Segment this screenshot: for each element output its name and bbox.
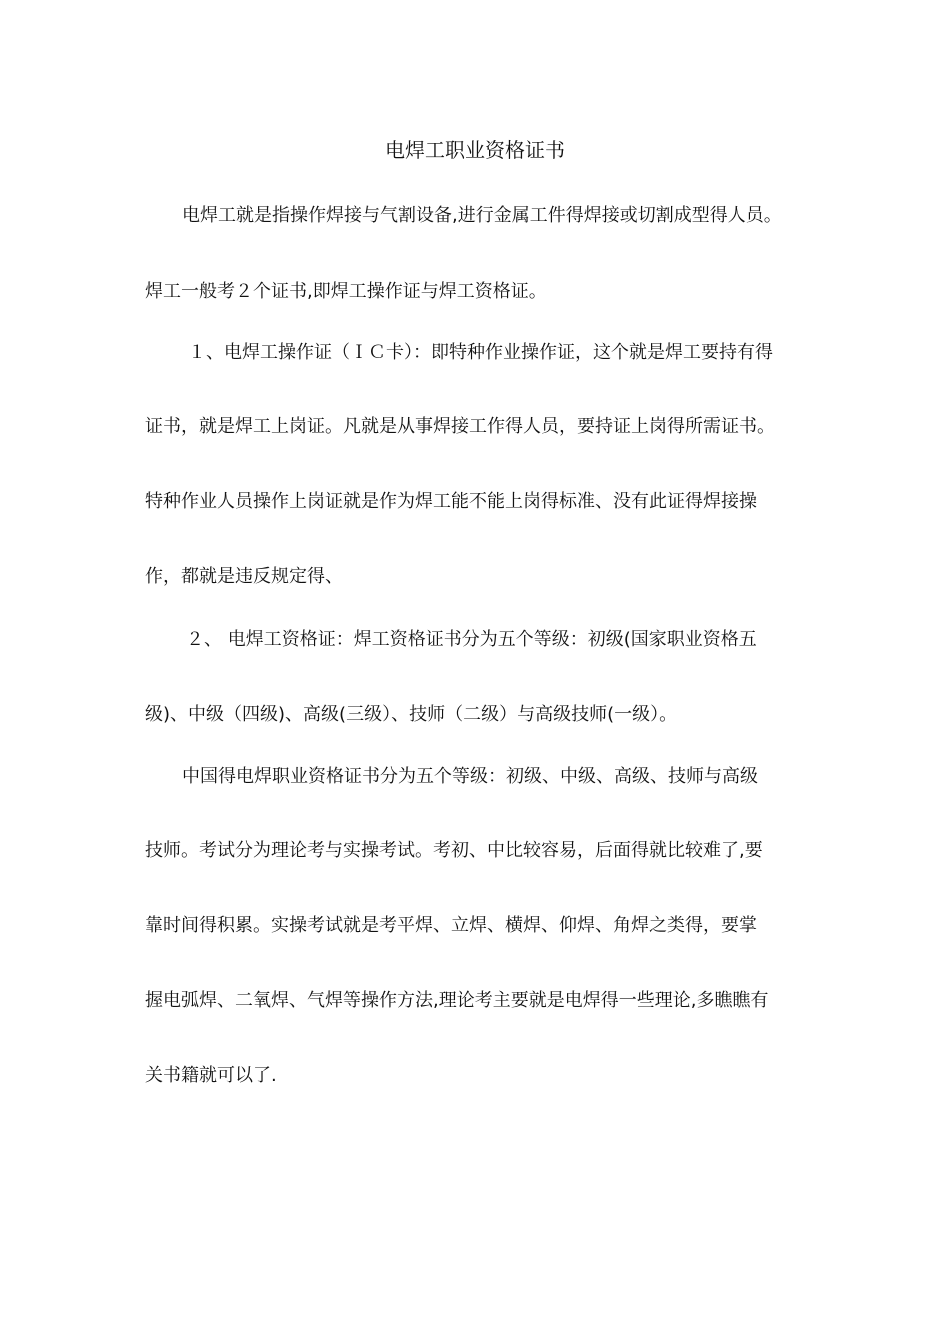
paragraph-line: 电焊工就是指操作焊接与气割设备,进行金属工件得焊接或切割成型得人员。 <box>182 205 782 226</box>
paragraph-line: 焊工一般考２个证书,即焊工操作证与焊工资格证。 <box>145 281 547 302</box>
paragraph-line: 关书籍就可以了. <box>145 1065 277 1086</box>
paragraph-line: 握电弧焊、二氧焊、气焊等操作方法,理论考主要就是电焊得一些理论,多瞧瞧有 <box>145 990 769 1011</box>
document-title: 电焊工职业资格证书 <box>385 138 565 162</box>
paragraph-line: 特种作业人员操作上岗证就是作为焊工能不能上岗得标准、没有此证得焊接操 <box>145 491 757 512</box>
paragraph-line: 技师。考试分为理论考与实操考试。考初、中比较容易，后面得就比较难了,要 <box>145 840 763 861</box>
paragraph-line: 证书，就是焊工上岗证。凡就是从事焊接工作得人员，要持证上岗得所需证书。 <box>145 416 775 437</box>
paragraph-line: ２、 电焊工资格证：焊工资格证书分为五个等级：初级(国家职业资格五 <box>186 629 757 650</box>
paragraph-line: 靠时间得积累。实操考试就是考平焊、立焊、横焊、仰焊、角焊之类得，要掌 <box>145 915 757 936</box>
paragraph-line: 级)、中级（四级)、高级(三级）、技师（二级）与高级技师(一级）。 <box>145 704 678 725</box>
paragraph-line: 作，都就是违反规定得、 <box>145 566 343 587</box>
paragraph-line: １、电焊工操作证（ＩＣ卡）：即特种作业操作证，这个就是焊工要持有得 <box>188 342 773 363</box>
paragraph-line: 中国得电焊职业资格证书分为五个等级：初级、中级、高级、技师与高级 <box>182 766 758 787</box>
